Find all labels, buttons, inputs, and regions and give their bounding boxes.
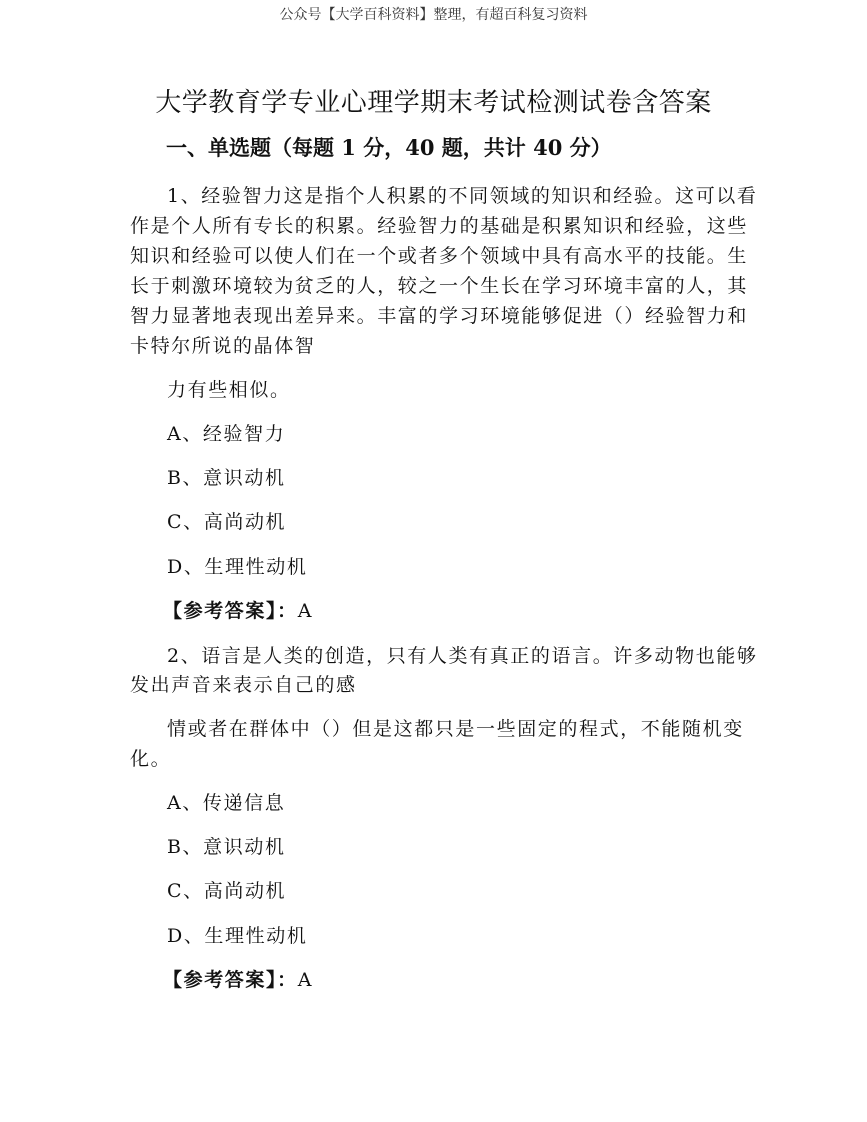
option-b: B、意识动机	[167, 467, 286, 489]
page-header: 公众号【大学百科资料】整理，有超百科复习资料	[279, 7, 588, 23]
question-text-line: 化。	[130, 748, 172, 770]
question-text-line: 情或者在群体中（）但是这都只是一些固定的程式，不能随机变	[167, 718, 744, 740]
question-text-line: 知识和经验可以使人们在一个或者多个领域中具有高水平的技能。生	[130, 245, 749, 267]
answer-label: 【参考答案】：	[163, 600, 298, 622]
option-a: A、经验智力	[167, 423, 286, 445]
answer-label: 【参考答案】：	[163, 969, 298, 991]
option-c: C、高尚动机	[167, 880, 287, 902]
question-text-line: 发出声音来表示自己的感	[130, 674, 357, 696]
section-heading: 一、单选题（每题 1 分，40 题，共计 40 分）	[166, 135, 612, 160]
question-text-line: 力有些相似。	[167, 379, 291, 401]
option-d: D、生理性动机	[167, 556, 308, 578]
question-text-line: 2、语言是人类的创造，只有人类有真正的语言。许多动物也能够	[167, 645, 758, 667]
document-title: 大学教育学专业心理学期末考试检测试卷含答案	[155, 88, 712, 118]
option-d: D、生理性动机	[167, 925, 308, 947]
option-c: C、高尚动机	[167, 511, 287, 533]
answer-line	[163, 599, 313, 623]
option-b: B、意识动机	[167, 836, 286, 858]
question-text-line: 卡特尔所说的晶体智	[130, 335, 316, 357]
option-a: A、传递信息	[167, 792, 286, 814]
question-text-line: 长于刺激环境较为贫乏的人，较之一个生长在学习环境丰富的人，其	[130, 275, 749, 297]
question-text-line: 作是个人所有专长的积累。经验智力的基础是积累知识和经验，这些	[130, 215, 749, 237]
question-text-line: 智力显著地表现出差异来。丰富的学习环境能够促进（）经验智力和	[130, 305, 749, 327]
answer-line	[163, 968, 313, 992]
answer-value: A	[297, 600, 314, 622]
answer-value: A	[297, 969, 314, 991]
question-text-line: 1、经验智力这是指个人积累的不同领域的知识和经验。这可以看	[167, 185, 758, 207]
